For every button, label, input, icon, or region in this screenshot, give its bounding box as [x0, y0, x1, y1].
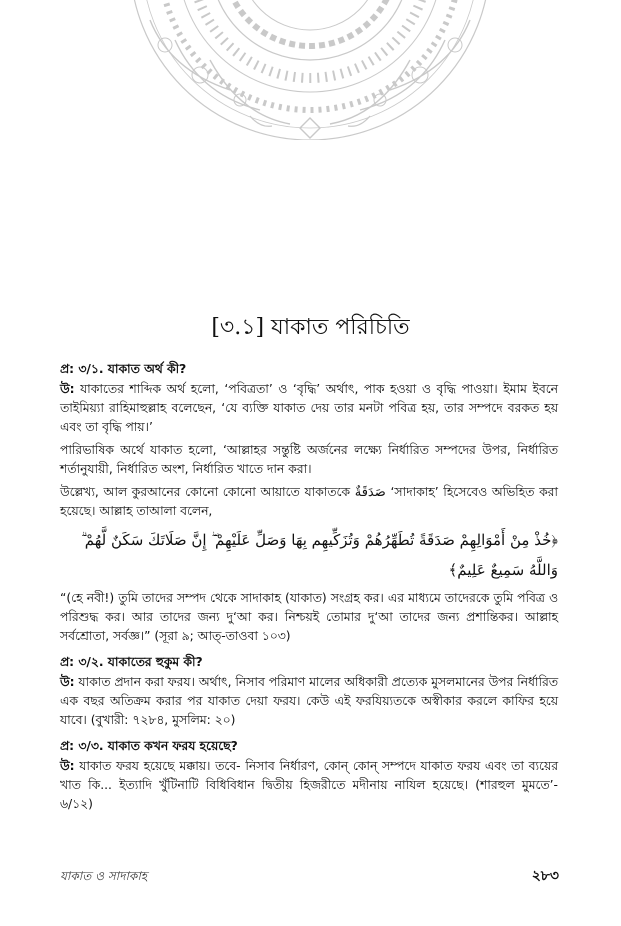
arabic-verse-line: ﴿خُذْ مِنْ أَمْوَالِهِمْ صَدَقَةً تُطَهِّرُهُمْ وَتُزَكِّيهِم بِهَا وَصَلِّ عَلَيْهِمْ ۖ إِنَّ صَلَاتَكَ سَكَنٌ لَّهُمْ ۗ	[81, 531, 558, 549]
paragraph-terminology: পারিভাষিক অর্থে যাকাত হলো, ‘আল্লাহর সন্তুষ্টি অর্জনের লক্ষ্যে নির্ধারিত সম্পদের উপর, নির্ধারিত শর্তানুযায়ী, নির্ধারিত অংশ, নির্ধারিত খাতে দান করা।	[60, 443, 558, 476]
question-3-3: প্র: ৩/৩. যাকাত কখন ফরয হয়েছে?	[60, 739, 238, 753]
main-content	[60, 360, 558, 821]
answer-label: উ:	[60, 759, 75, 773]
question-3-1: প্র: ৩/১. যাকাত অর্থ কী?	[60, 362, 187, 376]
answer-text: যাকাত ফরয হয়েছে মক্কায়। তবে- নিসাব নির্ধারণ, কোন্ কোন্ সম্পদে যাকাত ফরয এবং তা ব্যয়ের খাত কি... ইত্যাদি খুঁটিনাটি বিধিবিধান দ্বিতীয় হিজরীতে মদীনায় নাযিল হয়েছে। (শারহুল মুমতে’- ৬/১২)	[60, 759, 558, 811]
page-number: ২৮৩	[531, 868, 559, 884]
verse-translation: “(হে নবী!) তুমি তাদের সম্পদ থেকে সাদাকাহ (যাকাত) সংগ্রহ কর। এর মাধ্যমে তাদেরকে তুমি পবিত্র ও পরিশুদ্ধ কর। আর তাদের জন্য দু‘আ কর। নিশ্চয়ই তোমার দু‘আ তাদের জন্য প্রশান্তিকর। আল্লাহ সর্বশ্রোতা, সর্বজ্ঞ।” (সূরা ৯; আত্-তাওবা ১০৩)	[60, 591, 558, 643]
arabic-verse-line: وَاللَّهُ سَمِيعٌ عَلِيمٌ﴾	[448, 561, 558, 579]
question-3-2: প্র: ৩/২. যাকাতের হুকুম কী?	[60, 655, 203, 669]
paragraph-text: ‘সাদাকাহ’ হিসেবেও অভিহিত করা হয়েছে। আল্লাহ তাআলা বলেন,	[60, 485, 558, 518]
answer-3-3	[60, 757, 558, 814]
paragraph-text: উল্লেখ্য, আল কুরআনের কোনো কোনো আয়াতে যাকাতকে	[60, 485, 351, 499]
paragraph-sadaqah-note	[60, 483, 558, 521]
answer-text: যাকাতের শাব্দিক অর্থ হলো, ‘পবিত্রতা’ ও ‘বৃদ্ধি’ অর্থাৎ, পাক হওয়া ও বৃদ্ধি পাওয়া। ইমাম ইবনে তাইমিয়্যা রাহিমাহুল্লাহ বলেছেন, ‘যে ব্যক্তি যাকাত দেয় তার মনটা পবিত্র হয়, তার সম্পদে বরকত হয় এবং তা বৃদ্ধি পায়।’	[60, 382, 558, 434]
answer-label: উ:	[60, 382, 75, 396]
decorative-mandala-ornament	[0, 0, 621, 140]
chapter-title: [৩.১] যাকাত পরিচিতি	[211, 315, 410, 340]
answer-text: যাকাত প্রদান করা ফরয। অর্থাৎ, নিসাব পরিমাণ মালের অধিকারী প্রত্যেক মুসলমানের উপর নির্ধারিত এক বছর অতিক্রম করার পর যাকাত দেয়া ফরয। কেউ এই ফরযিয়্যতকে অস্বীকার করলে কাফির হয়ে যাবে। (বুখারী: ৭২৮৪, মুসলিম: ২০)	[60, 675, 558, 727]
answer-3-1	[60, 380, 558, 437]
answer-label: উ:	[60, 675, 75, 689]
arabic-verse	[60, 525, 558, 585]
running-footer-book-title: যাকাত ও সাদাকাহ	[60, 869, 148, 883]
arabic-inline-word: صَدَقَةٌ	[354, 485, 386, 500]
answer-3-2	[60, 673, 558, 730]
